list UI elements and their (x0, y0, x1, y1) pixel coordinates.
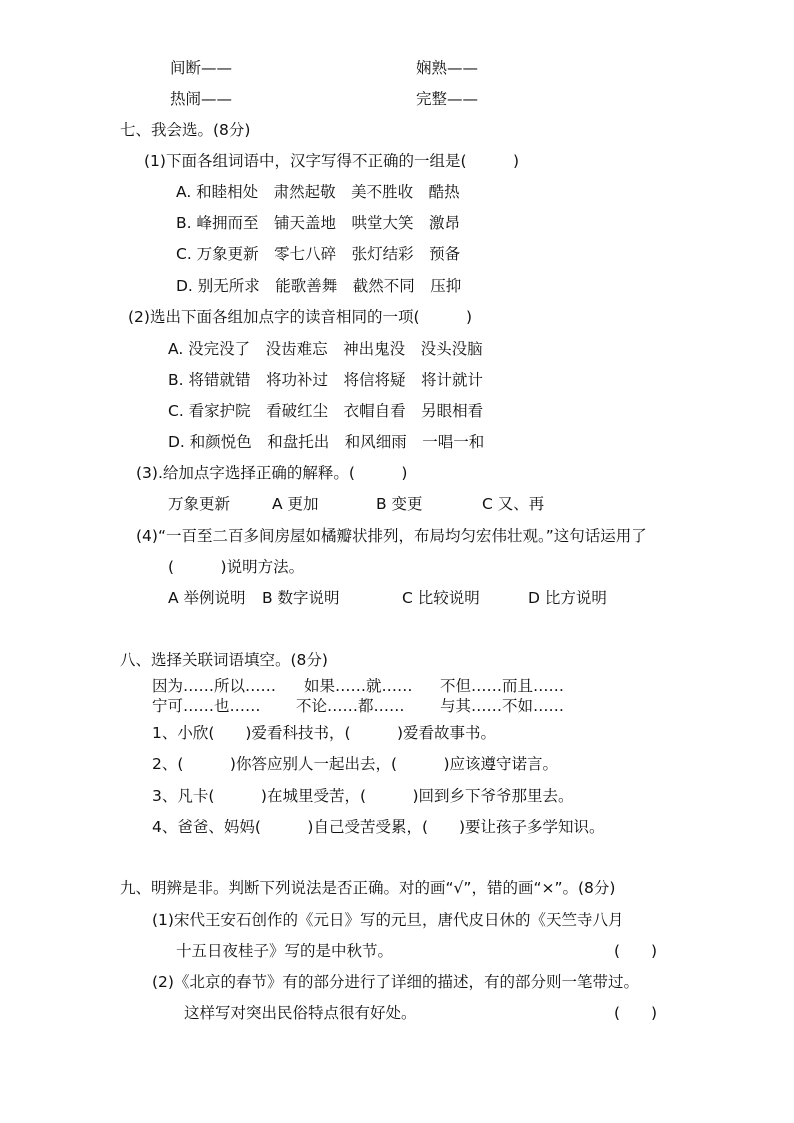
section9-heading: 九、明辨是非。判断下列说法是否正确。对的画“√”，错的画“×”。(8分) (120, 879, 616, 897)
q4-option-d: D 比方说明 (528, 589, 607, 607)
q2-stem: (2)选出下面各组加点字的读音相同的一项( ) (128, 308, 473, 326)
conjunction-pair: 因为……所以…… (152, 677, 277, 695)
q4-option-a: A 举例说明 (168, 589, 246, 607)
word-item-jianduan: 间断—— (170, 59, 233, 77)
q1-option-a: A. 和睦相处 肃然起敬 美不胜收 酷热 (176, 183, 460, 201)
q2-option-d: D. 和颜悦色 和盘托出 和风细雨 一唱一和 (168, 433, 485, 451)
conjunction-pair: 不论……都…… (296, 697, 405, 715)
judge-item-1-line1: (1)宋代王安石创作的《元日》写的元旦，唐代皮日休的《天竺寺八月 (152, 911, 624, 929)
q3-stem: (3).给加点字选择正确的解释。( ) (136, 464, 408, 482)
fill-item-2: 2、( )你答应别人一起出去，( )应该遵守诺言。 (152, 755, 559, 773)
conjunction-pair: 与其……不如…… (440, 697, 565, 715)
section7-heading: 七、我会选。(8分) (120, 121, 251, 139)
q3-option-b: B 变更 (376, 495, 423, 513)
q4-stem: (4)“一百至二百多间房屋如橘瓣状排列，布局均匀宏伟壮观。”这句话运用了 (136, 527, 647, 545)
q1-option-c: C. 万象更新 零七八碎 张灯结彩 预备 (176, 245, 461, 263)
judge-item-1-line2: 十五日夜桂子》写的是中秋节。 (176, 942, 394, 960)
q3-option-a: A 更加 (272, 495, 319, 513)
judge-item-2-line1: (2)《北京的春节》有的部分进行了详细的描述，有的部分则一笔带过。 (152, 973, 639, 991)
fill-item-4: 4、爸爸、妈妈( )自己受苦受累，( )要让孩子多学知识。 (152, 818, 605, 836)
q2-option-b: B. 将错就错 将功补过 将信将疑 将计就计 (168, 371, 483, 389)
conjunction-pair: 如果……就…… (304, 677, 413, 695)
q3-option-c: C 又、再 (482, 495, 545, 513)
q4-option-b: B 数字说明 (262, 589, 340, 607)
judge-item-2-line2: 这样写对突出民俗特点很有好处。 (184, 1004, 417, 1022)
q4-blank: ( )说明方法。 (168, 558, 305, 576)
word-item-renao: 热闹—— (170, 90, 233, 108)
judge-item-1-answer-paren: ( ) (614, 942, 658, 960)
q3-word: 万象更新 (168, 495, 231, 513)
q1-stem: (1)下面各组词语中，汉字写得不正确的一组是( ) (144, 152, 520, 170)
word-item-xianshu: 娴熟—— (416, 59, 479, 77)
q4-option-c: C 比较说明 (402, 589, 480, 607)
section8-heading: 八、选择关联词语填空。(8分) (120, 651, 328, 669)
q2-option-a: A. 没完没了 没齿难忘 神出鬼没 没头没脑 (168, 340, 483, 358)
fill-item-1: 1、小欣( )爱看科技书，( )爱看故事书。 (152, 724, 497, 742)
q1-option-d: D. 别无所求 能歌善舞 截然不同 压抑 (176, 277, 462, 295)
q2-option-c: C. 看家护院 看破红尘 衣帽自看 另眼相看 (168, 402, 484, 420)
q1-option-b: B. 峰拥而至 铺天盖地 哄堂大笑 激昂 (176, 214, 460, 232)
fill-item-3: 3、凡卡( )在城里受苦，( )回到乡下爷爷那里去。 (152, 787, 574, 805)
judge-item-2-answer-paren: ( ) (614, 1004, 658, 1022)
conjunction-pair: 不但……而且…… (440, 677, 565, 695)
conjunction-pair: 宁可……也…… (152, 697, 261, 715)
word-item-wanzheng: 完整—— (416, 90, 479, 108)
